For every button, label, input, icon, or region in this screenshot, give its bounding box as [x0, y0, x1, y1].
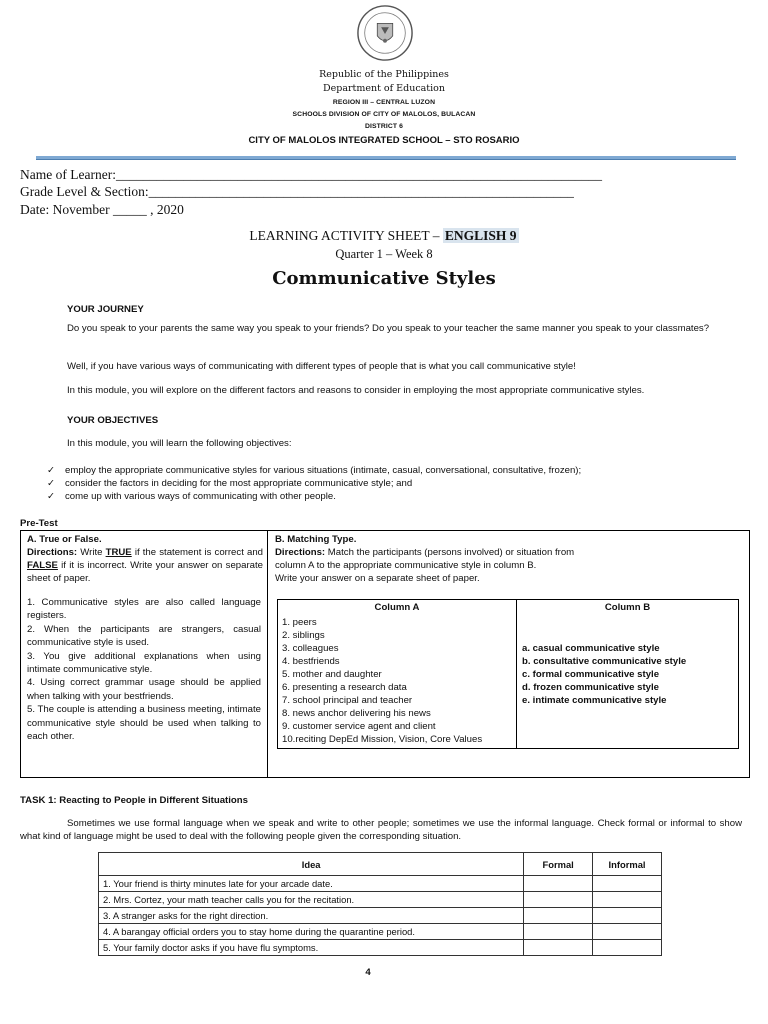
informal-check-cell[interactable] — [593, 876, 662, 892]
school-name: CITY OF MALOLOS INTEGRATED SCHOOL – STO ROSARIO — [248, 135, 520, 146]
informal-check-cell[interactable] — [593, 924, 662, 940]
formal-header: Formal — [524, 853, 593, 876]
list-item: 8. news anchor delivering his news — [282, 708, 431, 719]
list-item: 2. When the participants are strangers, casual communicative style is used. — [27, 623, 261, 649]
list-item: 4. bestfriends — [282, 656, 340, 667]
deped-seal-logo — [356, 4, 414, 62]
formal-check-cell[interactable] — [524, 924, 593, 940]
sheet-heading — [0, 228, 768, 244]
task1-table — [98, 852, 662, 956]
pretest-heading: Pre-Test — [20, 518, 58, 529]
table-row — [99, 908, 662, 924]
list-item: a. casual communicative style — [522, 643, 660, 654]
list-item: 1. peers — [282, 617, 317, 628]
objective-item: ✓ employ the appropriate communicative styles for various situations (intimate, casual, conversational, consultative, frozen); — [47, 465, 582, 476]
informal-check-cell[interactable] — [593, 940, 662, 956]
table-header-row — [99, 853, 662, 876]
matching-table — [277, 599, 739, 749]
list-item: 3. You give additional explanations when using intimate communicative style. — [27, 650, 261, 676]
list-item: 10.reciting DepEd Mission, Vision, Core Values — [282, 734, 483, 745]
idea-header: Idea — [99, 853, 524, 876]
idea-cell: 4. A barangay official orders you to stay home during the quarantine period. — [99, 924, 524, 940]
division-line: SCHOOLS DIVISION OF CITY OF MALOLOS, BULACAN — [292, 111, 476, 118]
list-item: 5. The couple is attending a business meeting, intimate communicative style should be used when talking to each other. — [27, 704, 261, 743]
republic-line: Republic of the Philippines — [319, 69, 449, 80]
part-a — [27, 533, 263, 585]
checkmark-icon: ✓ — [47, 465, 56, 476]
table-row — [99, 940, 662, 956]
task1-instructions: Sometimes we use formal language when we speak and write to other people; sometimes we use the informal language. Check formal or informal to show what kind of language might be used to deal with the following people given the corresponding situation. — [20, 818, 742, 842]
part-b-directions: Directions: Match the participants (persons involved) or situation from column A to the appropriate communicative style in column B. — [275, 547, 575, 571]
list-item: 7. school principal and teacher — [282, 695, 413, 706]
informal-header: Informal — [593, 853, 662, 876]
informal-check-cell[interactable] — [593, 908, 662, 924]
column-b-list — [522, 642, 734, 707]
grade-section-field[interactable]: Grade Level & Section:_______________________________________________________________ — [20, 184, 574, 199]
part-a-items — [27, 596, 261, 743]
list-item: c. formal communicative style — [522, 669, 660, 680]
department-line: Department of Education — [323, 83, 445, 94]
column-a-list — [282, 616, 514, 746]
list-item: 1. Communicative styles are also called language registers. — [27, 597, 261, 622]
region-line: REGION III – CENTRAL LUZON — [332, 99, 436, 106]
objective-item: ✓ come up with various ways of communicating with other people. — [47, 491, 336, 502]
objective-item: ✓ consider the factors in deciding for the most appropriate communicative style; and — [47, 478, 413, 489]
checkmark-icon: ✓ — [47, 478, 56, 489]
part-a-title: A. True or False. — [27, 534, 102, 545]
pretest-divider — [267, 531, 268, 777]
informal-check-cell[interactable] — [593, 892, 662, 908]
header-divider — [36, 156, 736, 160]
list-item: d. frozen communicative style — [522, 682, 660, 693]
list-item: 6. presenting a research data — [282, 682, 407, 693]
page-title: Communicative Styles — [272, 268, 496, 289]
formal-check-cell[interactable] — [524, 908, 593, 924]
part-b-title: B. Matching Type. — [275, 534, 357, 545]
column-a-header: Column A — [374, 602, 420, 613]
task1-heading: TASK 1: Reacting to People in Different Situations — [20, 795, 248, 806]
date-field[interactable]: Date: November _____ , 2020 — [20, 202, 184, 217]
page-number: 4 — [365, 967, 371, 978]
matching-table-divider — [516, 600, 517, 748]
journey-paragraph-2: Well, if you have various ways of communicating with different types of people that is what you call communicative style! — [67, 361, 576, 372]
column-b-header: Column B — [604, 602, 651, 613]
list-item: 2. siblings — [282, 630, 325, 641]
learner-name-field[interactable]: Name of Learner:________________________________________________________________________ — [20, 167, 602, 182]
quarter-week: Quarter 1 – Week 8 — [335, 247, 433, 261]
sheet-heading-prefix: LEARNING ACTIVITY SHEET – — [249, 228, 443, 243]
list-item: 3. colleagues — [282, 643, 339, 654]
objectives-intro: In this module, you will learn the following objectives: — [67, 438, 292, 449]
part-b-directions-2: Write your answer on a separate sheet of paper. — [275, 573, 480, 584]
formal-check-cell[interactable] — [524, 940, 593, 956]
idea-cell: 3. A stranger asks for the right direction. — [99, 908, 524, 924]
idea-cell: 5. Your family doctor asks if you have flu symptoms. — [99, 940, 524, 956]
idea-cell: 2. Mrs. Cortez, your math teacher calls you for the recitation. — [99, 892, 524, 908]
part-a-directions: Directions: Write TRUE if the statement is correct and FALSE if it is incorrect. Write your answer on separate sheet of paper. — [27, 547, 263, 584]
sheet-heading-subject: ENGLISH 9 — [444, 228, 517, 243]
table-row — [99, 892, 662, 908]
list-item: 9. customer service agent and client — [282, 721, 436, 732]
list-item: b. consultative communicative style — [522, 656, 687, 667]
list-item: e. intimate communicative style — [522, 695, 667, 706]
journey-paragraph-1: Do you speak to your parents the same way you speak to your friends? Do you speak to your teacher the same manner you speak to your classmates? — [67, 323, 710, 334]
table-row — [99, 924, 662, 940]
list-item: 4. Using correct grammar usage should be applied when talking with your bestfriends. — [27, 677, 261, 702]
formal-check-cell[interactable] — [524, 892, 593, 908]
idea-cell: 1. Your friend is thirty minutes late for your arcade date. — [99, 876, 524, 892]
district-line: DISTRICT 6 — [364, 123, 403, 130]
checkmark-icon: ✓ — [47, 491, 56, 502]
journey-heading: YOUR JOURNEY — [67, 304, 144, 315]
table-row — [99, 876, 662, 892]
objectives-heading: YOUR OBJECTIVES — [67, 415, 159, 426]
list-item: 5. mother and daughter — [282, 669, 382, 680]
formal-check-cell[interactable] — [524, 876, 593, 892]
pretest-box — [20, 530, 750, 778]
journey-paragraph-3: In this module, you will explore on the different factors and reasons to consider in employing the most appropriate communicative styles. — [67, 385, 645, 396]
part-b — [275, 533, 605, 585]
